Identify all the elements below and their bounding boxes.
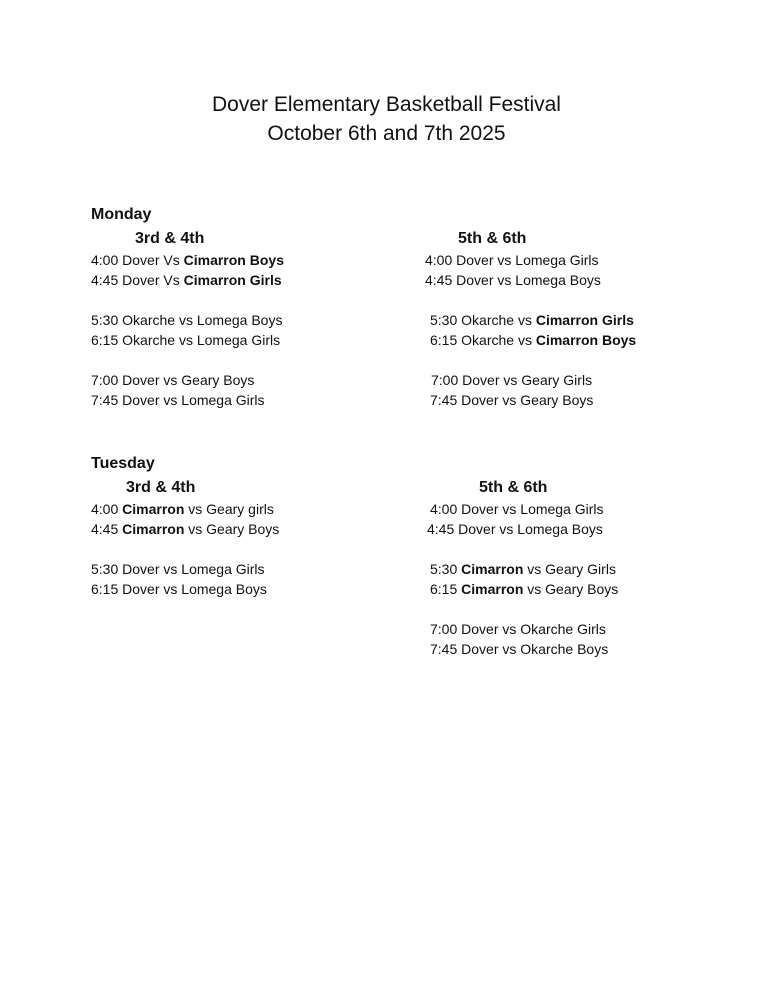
- team-a: Okarche: [461, 332, 515, 348]
- team-b: Lomega Girls: [181, 392, 265, 408]
- versus: vs: [497, 272, 512, 288]
- versus: vs: [527, 581, 542, 597]
- game-time: 4:45: [427, 521, 455, 537]
- versus: vs: [163, 581, 178, 597]
- game-time: 7:45: [430, 392, 458, 408]
- grade-heading-monday-5th-6th: 5th & 6th: [458, 230, 527, 247]
- team-b: Cimarron Girls: [535, 312, 634, 328]
- team-a: Okarche: [461, 312, 515, 328]
- versus: vs: [502, 621, 517, 637]
- grade-heading-tuesday-5th-6th: 5th & 6th: [479, 479, 548, 496]
- team-a: Cimarron: [461, 561, 524, 577]
- team-a: Dover: [462, 372, 500, 388]
- team-b: Geary Girls: [521, 372, 593, 388]
- game-monday-3rd-4th-6: [91, 391, 265, 409]
- game-monday-5th-6th-2: [425, 271, 601, 289]
- team-b: Lomega Girls: [515, 252, 599, 268]
- versus: vs: [163, 561, 178, 577]
- team-b: Lomega Girls: [520, 501, 604, 517]
- game-time: 4:00: [425, 252, 453, 268]
- game-monday-5th-6th-5: [431, 371, 592, 389]
- versus: Vs: [163, 272, 180, 288]
- team-b: Geary Boys: [206, 521, 280, 537]
- game-time: 6:15: [91, 332, 119, 348]
- game-time: 4:00: [91, 252, 119, 268]
- game-monday-3rd-4th-4: [91, 331, 280, 349]
- team-b: Lomega Boys: [517, 521, 603, 537]
- game-tuesday-3rd-4th-1: [91, 500, 274, 518]
- team-a: Dover: [461, 621, 499, 637]
- team-a: Cimarron: [122, 501, 185, 517]
- team-b: Geary Boys: [520, 392, 594, 408]
- game-time: 6:15: [430, 332, 458, 348]
- game-tuesday-3rd-4th-2: [91, 520, 279, 538]
- game-tuesday-5th-6th-2: [427, 520, 603, 538]
- game-time: 5:30: [91, 561, 119, 577]
- game-tuesday-5th-6th-4: [430, 580, 618, 598]
- game-time: 4:00: [430, 501, 458, 517]
- team-a: Dover: [461, 501, 499, 517]
- team-a: Dover: [122, 372, 160, 388]
- game-tuesday-5th-6th-3: [430, 560, 616, 578]
- team-a: Okarche: [122, 332, 176, 348]
- title-line-2: October 6th and 7th 2025: [267, 122, 506, 145]
- team-a: Okarche: [122, 312, 176, 328]
- grade-heading-tuesday-3rd-4th: 3rd & 4th: [126, 479, 196, 496]
- game-time: 4:45: [91, 521, 119, 537]
- versus: vs: [517, 332, 532, 348]
- day-heading-tuesday: Tuesday: [91, 455, 155, 472]
- versus: vs: [502, 501, 517, 517]
- team-b: Geary girls: [206, 501, 274, 517]
- versus: vs: [178, 312, 193, 328]
- game-time: 4:45: [91, 272, 119, 288]
- game-time: 5:30: [430, 312, 458, 328]
- versus: vs: [163, 372, 178, 388]
- versus: vs: [188, 501, 203, 517]
- team-b: Okarche Girls: [520, 621, 606, 637]
- team-a: Dover: [122, 392, 160, 408]
- game-time: 7:45: [430, 641, 458, 657]
- game-monday-5th-6th-4: [430, 331, 636, 349]
- team-b: Lomega Boys: [515, 272, 601, 288]
- game-time: 7:45: [91, 392, 119, 408]
- game-monday-5th-6th-6: [430, 391, 593, 409]
- game-tuesday-3rd-4th-3: [91, 560, 265, 578]
- game-time: 4:00: [91, 501, 119, 517]
- team-b: Geary Boys: [545, 581, 619, 597]
- game-monday-3rd-4th-5: [91, 371, 254, 389]
- game-time: 6:15: [430, 581, 458, 597]
- versus: vs: [497, 252, 512, 268]
- versus: vs: [178, 332, 193, 348]
- team-a: Dover: [122, 252, 160, 268]
- team-a: Dover: [456, 252, 494, 268]
- game-monday-3rd-4th-2: [91, 271, 282, 289]
- team-a: Cimarron: [461, 581, 524, 597]
- team-b: Cimarron Girls: [183, 272, 282, 288]
- versus: vs: [517, 312, 532, 328]
- team-b: Cimarron Boys: [535, 332, 637, 348]
- versus: vs: [188, 521, 203, 537]
- team-b: Lomega Boys: [181, 581, 267, 597]
- team-b: Lomega Girls: [181, 561, 265, 577]
- versus: Vs: [163, 252, 180, 268]
- game-time: 4:45: [425, 272, 453, 288]
- team-b: Lomega Girls: [196, 332, 281, 348]
- versus: vs: [499, 521, 514, 537]
- versus: vs: [502, 641, 517, 657]
- team-a: Dover: [456, 272, 494, 288]
- team-a: Dover: [122, 581, 160, 597]
- team-b: Lomega Boys: [196, 312, 283, 328]
- game-time: 7:00: [430, 621, 458, 637]
- game-monday-5th-6th-1: [425, 251, 599, 269]
- team-a: Dover: [458, 521, 496, 537]
- game-monday-3rd-4th-3: [91, 311, 282, 329]
- versus: vs: [527, 561, 542, 577]
- team-a: Dover: [461, 641, 499, 657]
- team-a: Cimarron: [122, 521, 185, 537]
- game-time: 5:30: [91, 312, 119, 328]
- game-time: 7:00: [431, 372, 459, 388]
- game-tuesday-5th-6th-1: [430, 500, 604, 518]
- game-time: 7:00: [91, 372, 119, 388]
- game-tuesday-5th-6th-5: [430, 620, 606, 638]
- game-monday-5th-6th-3: [430, 311, 634, 329]
- team-b: Okarche Boys: [520, 641, 609, 657]
- game-monday-3rd-4th-1: [91, 251, 284, 269]
- team-a: Dover: [122, 272, 160, 288]
- versus: vs: [502, 392, 517, 408]
- team-b: Geary Boys: [181, 372, 255, 388]
- team-b: Geary Girls: [545, 561, 616, 577]
- team-a: Dover: [461, 392, 499, 408]
- day-heading-monday: Monday: [91, 206, 152, 223]
- team-b: Cimarron Boys: [183, 252, 284, 268]
- game-tuesday-3rd-4th-4: [91, 580, 267, 598]
- team-a: Dover: [122, 561, 160, 577]
- title-line-1: Dover Elementary Basketball Festival: [212, 93, 561, 116]
- versus: vs: [163, 392, 178, 408]
- game-tuesday-5th-6th-6: [430, 640, 608, 658]
- versus: vs: [503, 372, 518, 388]
- game-time: 5:30: [430, 561, 458, 577]
- grade-heading-monday-3rd-4th: 3rd & 4th: [135, 230, 205, 247]
- game-time: 6:15: [91, 581, 119, 597]
